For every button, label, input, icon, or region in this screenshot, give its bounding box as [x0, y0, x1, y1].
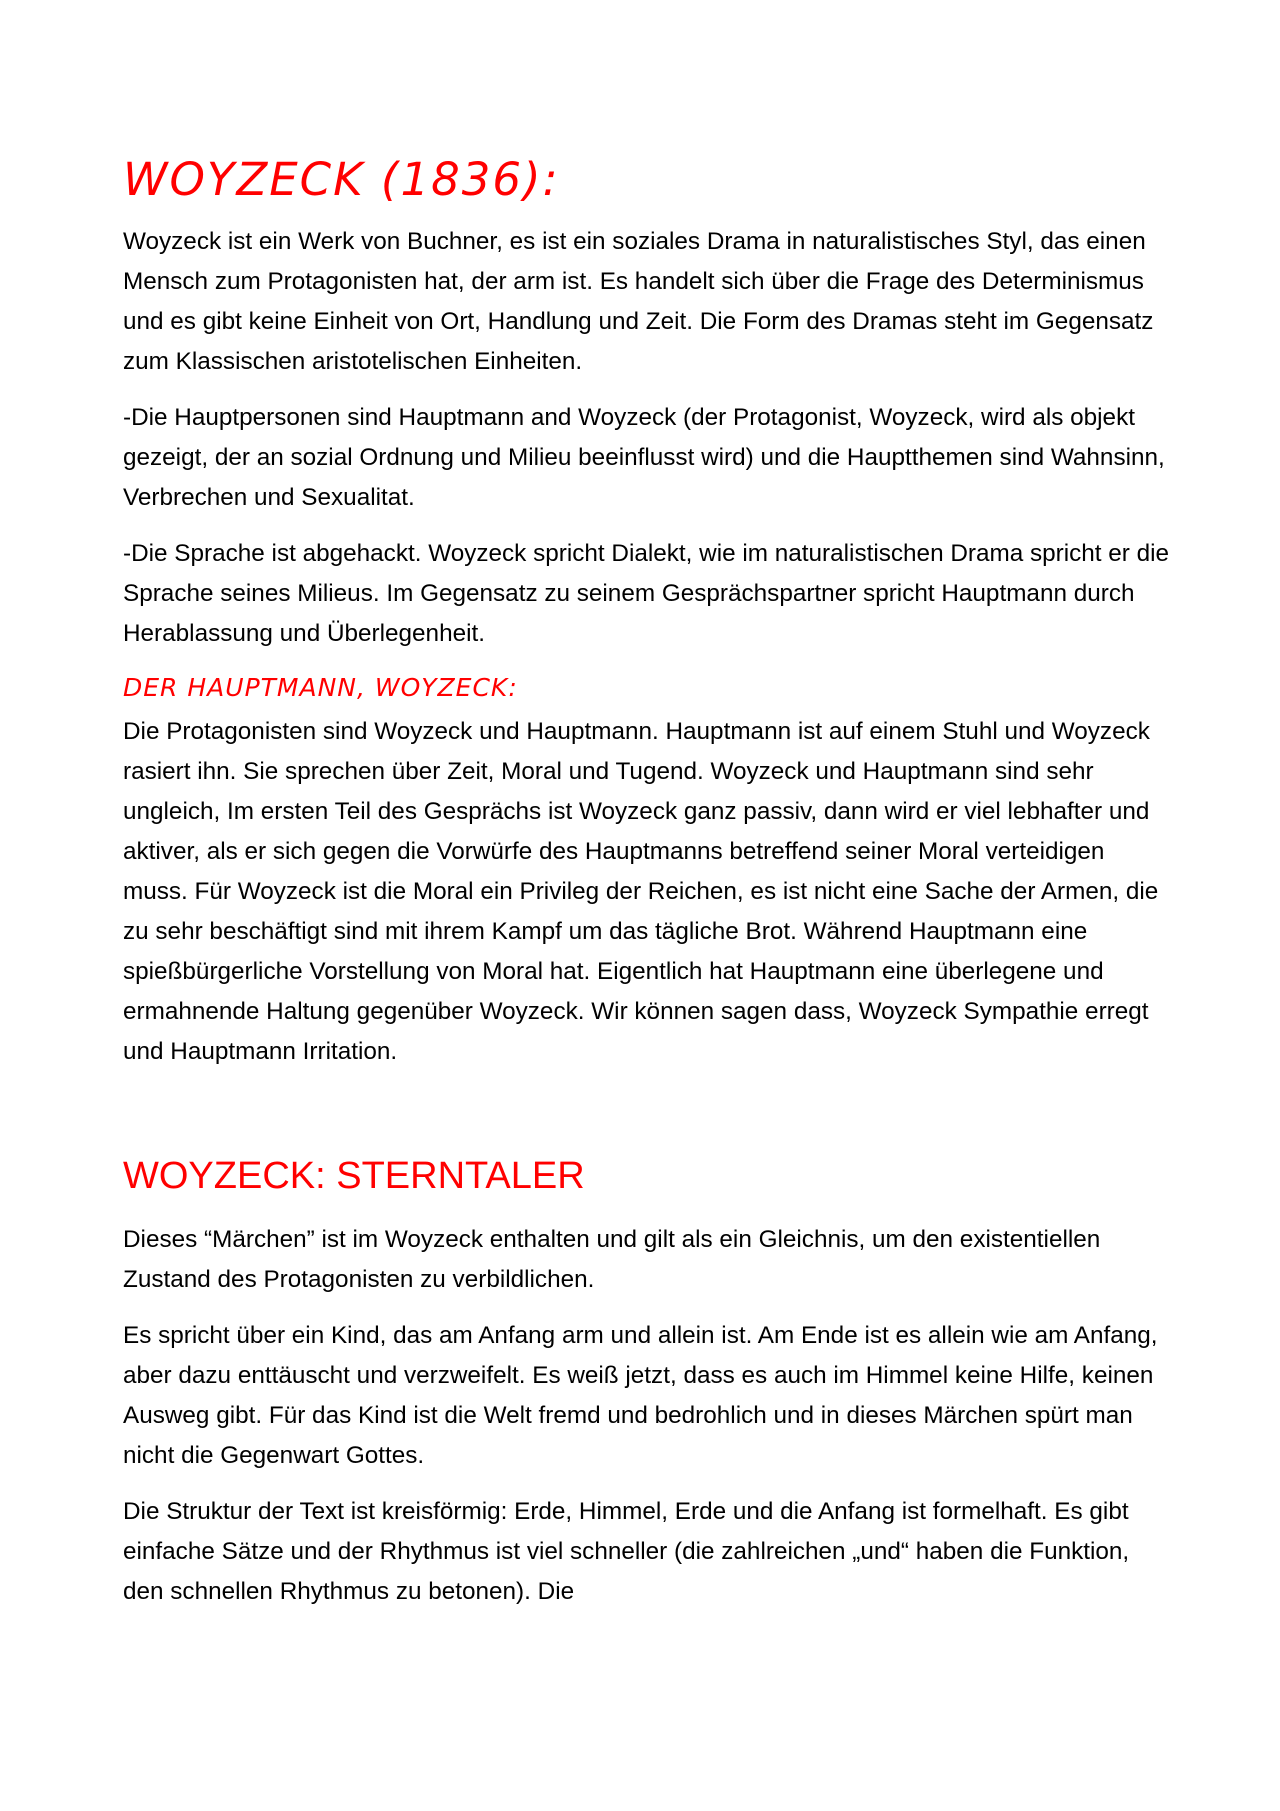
document-page [123, 150, 1173, 1628]
paragraph-sprache: -Die Sprache ist abgehackt. Woyzeck spricht Dialekt, wie im naturalistischen Drama spricht er die Sprache seines Milieus. Im Gegensatz zu seinem Gesprächspartner spricht Hauptmann durch Herablassung und Überlegenheit. [123, 540, 1170, 647]
heading-sterntaler: WOYZECK: STERNTALER [123, 1155, 585, 1197]
paragraph-maerchen: Dieses “Märchen” ist im Woyzeck enthalten und gilt als ein Gleichnis, um den existentiellen Zustand des Protagonisten zu verbildlichen. [123, 1226, 1101, 1293]
paragraph-protagonisten: Die Protagonisten sind Woyzeck und Hauptmann. Hauptmann ist auf einem Stuhl und Woyzeck rasiert ihn. Sie sprechen über Zeit, Moral und Tugend. Woyzeck und Hauptmann sind sehr ungleich, Im ersten Teil des Gesprächs ist Woyzeck ganz passiv, dann wird er viel lebhafter und aktiver, als er sich gegen die Vorwürfe des Hauptmanns betreffend seiner Moral verteidigen muss. Für Woyzeck ist die Moral ein Privileg der Reichen, es ist nicht eine Sache der Armen, die zu sehr beschäftigt sind mit ihrem Kampf um das tägliche Brot. Während Hauptmann eine spießbürgerliche Vorstellung von Moral hat. Eigentlich hat Hauptmann eine überlegene und ermahnende Haltung gegenüber Woyzeck. Wir können sagen dass, Woyzeck Sympathie erregt und Hauptmann Irritation. [123, 718, 1159, 1065]
heading-woyzeck-1836: WOYZECK (1836): [123, 153, 560, 206]
paragraph-hauptpersonen: -Die Hauptpersonen sind Hauptmann and Woyzeck (der Protagonist, Woyzeck, wird als objekt gezeigt, der an sozial Ordnung und Milieu beeinflusst wird) und die Hauptthemen sind Wahnsinn, Verbrechen und Sexualitat. [123, 404, 1165, 511]
heading-hauptmann-woyzeck: DER HAUPTMANN, WOYZECK: [123, 673, 518, 702]
paragraph-kind: Es spricht über ein Kind, das am Anfang arm und allein ist. Am Ende ist es allein wie am Anfang, aber dazu enttäuscht und verzweifelt. Es weiß jetzt, dass es auch im Himmel keine Hilfe, keinen Ausweg gibt. Für das Kind ist die Welt fremd und bedrohlich und in dieses Märchen spürt man nicht die Gegenwart Gottes. [123, 1322, 1158, 1469]
paragraph-struktur: Die Struktur der Text ist kreisförmig: Erde, Himmel, Erde und die Anfang ist formelhaft. Es gibt einfache Sätze und der Rhythmus ist viel schneller (die zahlreichen „und“ haben die Funktion, den schnellen Rhythmus zu betonen). Die [123, 1498, 1130, 1605]
paragraph-intro: Woyzeck ist ein Werk von Buchner, es ist ein soziales Drama in naturalistisches Styl, das einen Mensch zum Protagonisten hat, der arm ist. Es handelt sich über die Frage des Determinismus und es gibt keine Einheit von Ort, Handlung und Zeit. Die Form des Dramas steht im Gegensatz zum Klassischen aristotelischen Einheiten. [123, 228, 1154, 375]
